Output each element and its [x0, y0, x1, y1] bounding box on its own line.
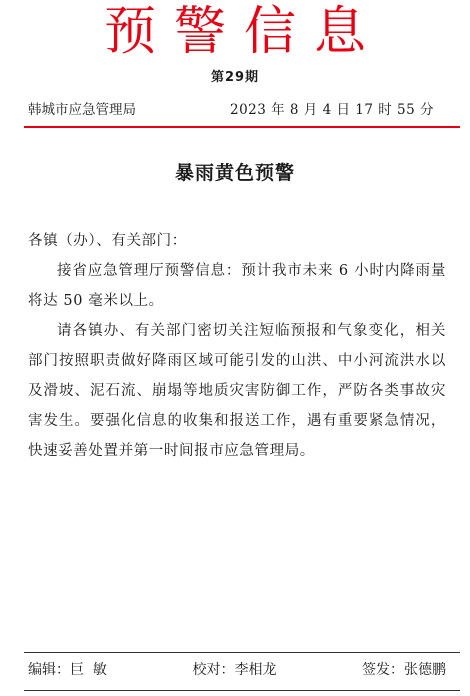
proofreader-name: 李相龙 [234, 662, 277, 678]
proofreader-group [192, 658, 276, 682]
editor-label: 编辑： [28, 662, 70, 678]
editor-group [28, 658, 107, 682]
paragraph-1: 接省应急管理厅预警信息：预计我市未来 6 小时内降雨量将达 50 毫米以上。 [28, 263, 446, 309]
signer-group [362, 658, 446, 682]
footer [28, 658, 446, 682]
issue-number: 第29期 [210, 70, 260, 85]
masthead-title: 预警信息 [103, 2, 384, 62]
issuing-agency: 韩城市应急管理局 [28, 102, 136, 118]
footer-divider-top [24, 652, 460, 653]
proofreader-label: 校对： [192, 662, 235, 678]
paragraph-2: 请各镇办、有关部门密切关注短临预报和气象变化，相关部门按照职责做好降雨区域可能引发的山洪、中小河流洪水以及滑坡、泥石流、崩塌等地质灾害防御工作，严防各类事故灾害发生。要强化信息的收集和报送工作，遇有重要紧急情况，快速妥善处置并第一时间报市应急管理局。 [28, 323, 446, 459]
issue-datetime: 2023 年 8 月 4 日 17 时 55 分 [229, 102, 434, 118]
document-body [28, 226, 446, 466]
signer-label: 签发： [362, 662, 404, 678]
signer-name: 张德鹏 [404, 662, 446, 678]
header-divider [24, 126, 460, 128]
salutation: 各镇（办）、有关部门： [28, 233, 187, 249]
footer-divider-bottom [24, 690, 460, 691]
editor-name: 巨 敏 [70, 662, 107, 678]
document-title: 暴雨黄色预警 [174, 162, 295, 184]
